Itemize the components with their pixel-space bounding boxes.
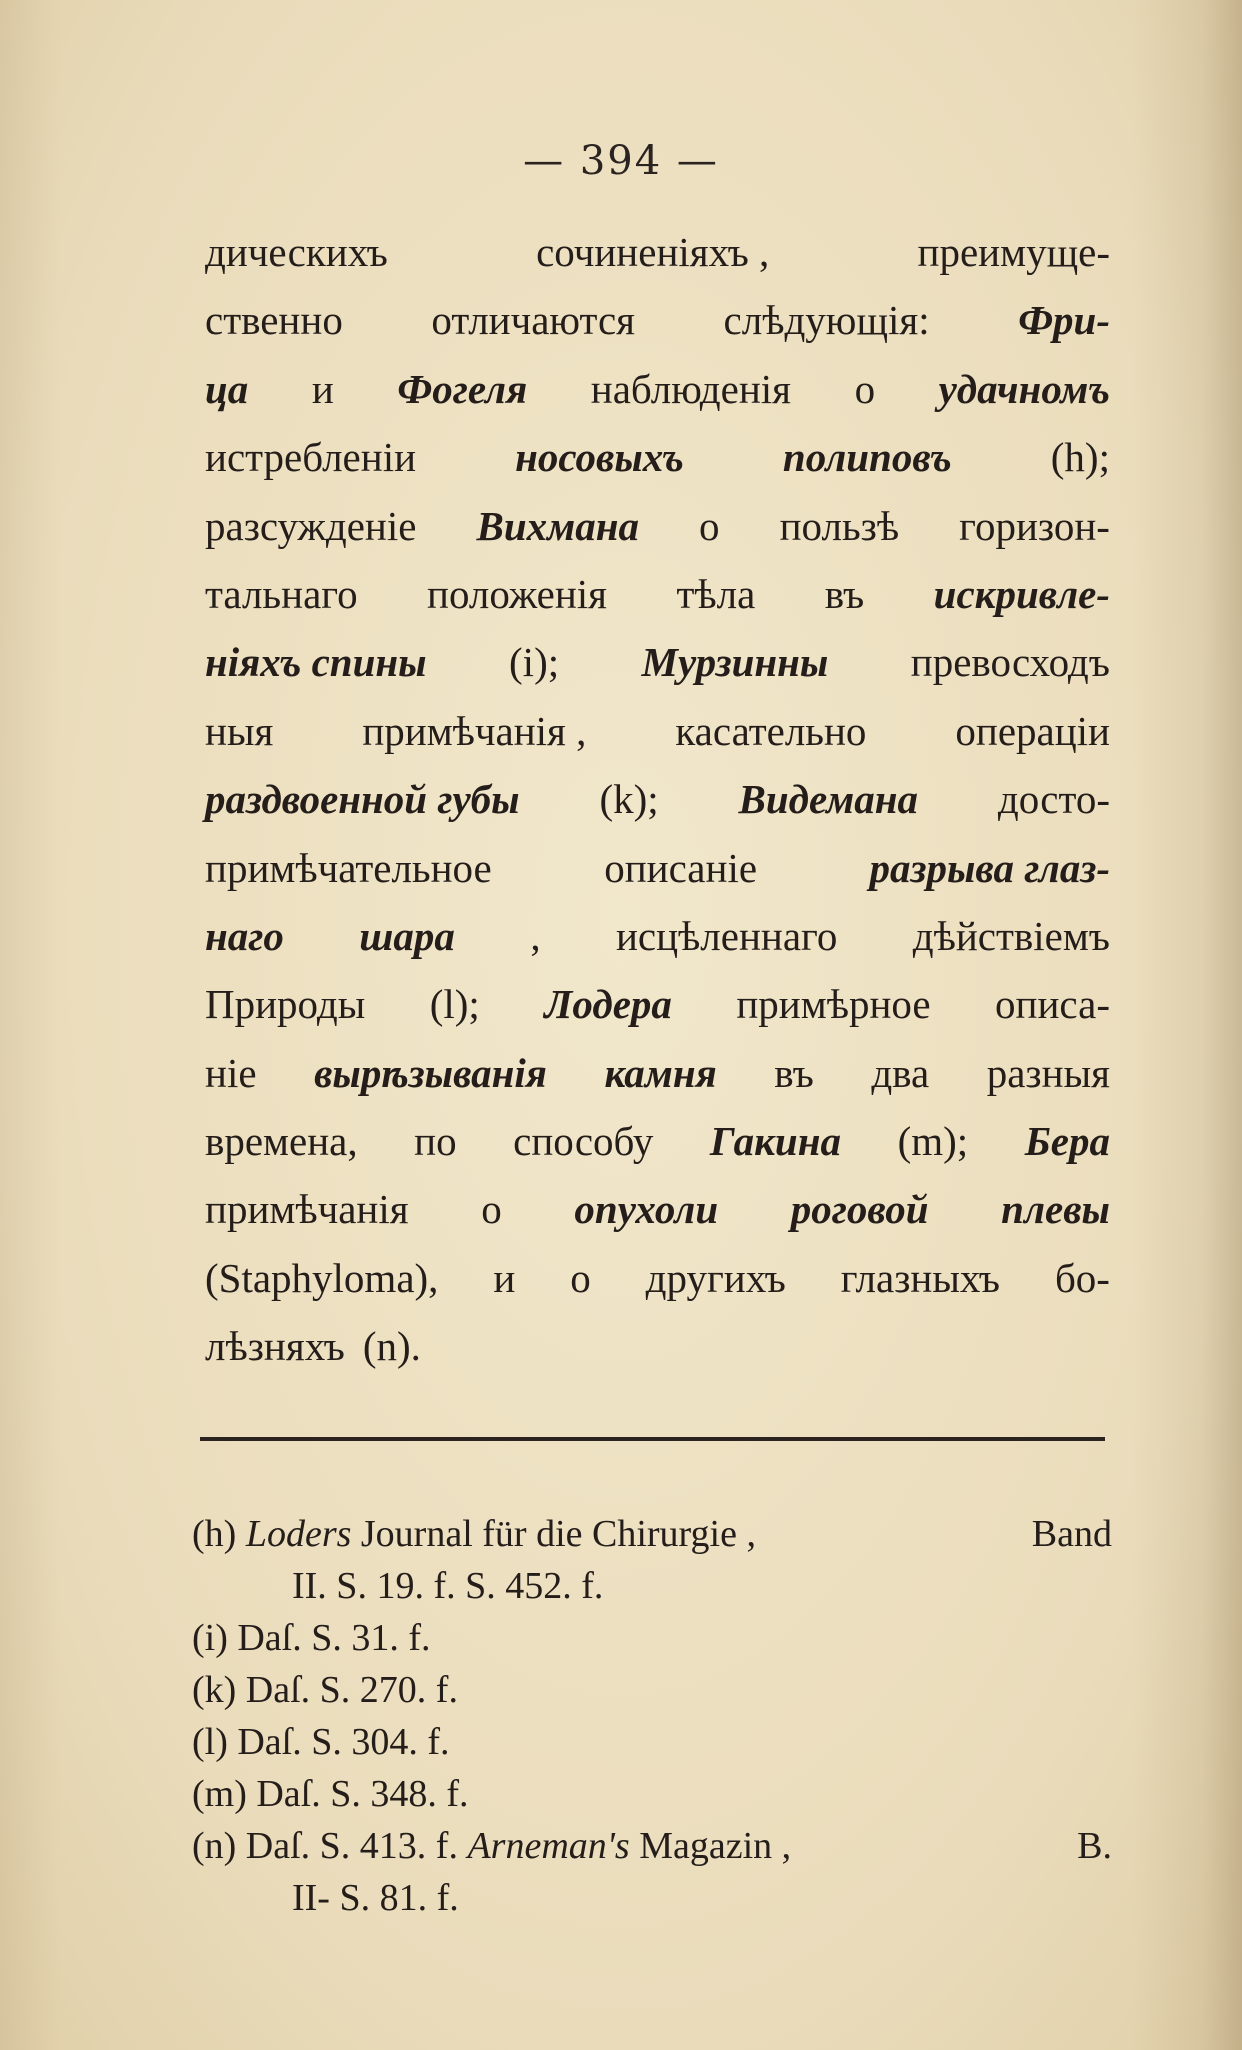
- word: описа-: [995, 981, 1110, 1028]
- word: ніяхъ спины: [205, 639, 427, 686]
- word: тѣла: [676, 570, 756, 617]
- text-line: [205, 1175, 1110, 1243]
- body-text: [205, 218, 1110, 1381]
- word: пользѣ: [779, 502, 900, 549]
- text-line: [205, 560, 1110, 628]
- text-line: [205, 1039, 1110, 1107]
- word: ныя: [205, 707, 274, 754]
- word: вырѣзыванія: [314, 1049, 547, 1096]
- footnote-n-b: B.: [1077, 1825, 1112, 1867]
- text-line: [205, 697, 1110, 765]
- word: горизон-: [959, 502, 1110, 549]
- word: (h);: [1050, 434, 1110, 481]
- word: примѣчательное: [205, 844, 492, 891]
- page-number: — 394 —: [523, 138, 719, 184]
- word: два: [871, 1049, 930, 1096]
- word: преимуще-: [917, 229, 1110, 275]
- word: носовыхъ: [515, 434, 684, 481]
- word: тальнаго: [205, 570, 358, 617]
- word: описаніе: [604, 844, 758, 891]
- text-line: [205, 218, 1110, 286]
- word: положенія: [427, 570, 608, 617]
- word: дическихъ: [205, 229, 388, 275]
- word: о: [854, 365, 876, 412]
- text-line: [205, 834, 1110, 902]
- word: ніе: [205, 1049, 257, 1096]
- word: (k);: [599, 776, 659, 823]
- word: по: [414, 1118, 457, 1165]
- word: касательно: [675, 707, 867, 754]
- word: Бера: [1024, 1118, 1110, 1165]
- footnote-h-text: (h) Loders Journal für die Chirurgie ,: [192, 1513, 756, 1555]
- word: Природы: [205, 981, 366, 1028]
- footnote-n-text: (n) Daſ. S. 413. f. Arneman's Magazin ,: [192, 1825, 792, 1867]
- text-line: [205, 286, 1110, 354]
- word: Мурзинны: [641, 639, 829, 686]
- word: (n).: [362, 1323, 421, 1370]
- text-line: [205, 765, 1110, 833]
- text-line: [205, 423, 1110, 491]
- word: удачномъ: [938, 365, 1110, 412]
- word: примѣчанія: [205, 1186, 409, 1233]
- word: о: [699, 502, 720, 549]
- word: искривле-: [933, 570, 1110, 617]
- word: времена,: [205, 1118, 358, 1165]
- footnote-h-continuation: II. S. 19. f. S. 452. f.: [292, 1565, 604, 1607]
- word: Фри-: [1018, 297, 1110, 344]
- word: разсужденіе: [205, 502, 417, 549]
- word: въ: [774, 1049, 814, 1096]
- word: наго: [205, 912, 284, 959]
- word: и: [311, 365, 334, 412]
- footnote-m: (m) Daſ. S. 348. f.: [192, 1773, 469, 1815]
- word: Лодера: [544, 981, 672, 1028]
- word: Гакина: [709, 1118, 841, 1165]
- word: примѣрное: [736, 981, 931, 1028]
- word: сочиненіяхъ ,: [536, 229, 770, 275]
- word: Фогеля: [397, 365, 528, 412]
- word: разрыва глаз-: [869, 844, 1110, 891]
- word: отличаются: [431, 297, 635, 344]
- word: въ: [824, 570, 865, 617]
- text-line: [205, 1312, 1110, 1380]
- word: (l);: [429, 981, 480, 1028]
- footnotes: [192, 1508, 1112, 1924]
- footnote-l: (l) Daſ. S. 304. f.: [192, 1721, 450, 1763]
- word: раздвоенной губы: [205, 776, 520, 823]
- word: истребленіи: [205, 434, 417, 481]
- word: разныя: [986, 1049, 1110, 1096]
- word: другихъ: [645, 1254, 786, 1301]
- footnote-h-band: Band: [1031, 1513, 1112, 1555]
- text-line: [205, 492, 1110, 560]
- word: исцѣленнаго: [615, 912, 838, 959]
- word: (m);: [897, 1118, 969, 1165]
- footnote-k: (k) Daſ. S. 270. f.: [192, 1669, 458, 1711]
- text-line: [205, 1244, 1110, 1312]
- word: лѣзняхъ: [205, 1323, 345, 1370]
- word: способу: [513, 1118, 654, 1165]
- word: бо-: [1054, 1254, 1110, 1301]
- footnote-n: [192, 1820, 1112, 1872]
- word: (i);: [509, 639, 560, 686]
- word: о: [570, 1254, 591, 1301]
- word: роговой: [790, 1186, 929, 1233]
- word: о: [481, 1186, 502, 1233]
- footnote-n-continuation: II- S. 81. f.: [292, 1877, 459, 1919]
- word: шара: [359, 912, 455, 959]
- word: ,: [530, 912, 541, 959]
- footnote-h: [192, 1508, 1112, 1560]
- word: слѣдующія:: [723, 297, 930, 344]
- word: примѣчанія ,: [362, 707, 587, 754]
- word: (Staphyloma),: [205, 1254, 439, 1301]
- word: плевы: [1001, 1186, 1110, 1233]
- footnote-i: (i) Daſ. S. 31. f.: [192, 1617, 431, 1659]
- word: операціи: [955, 707, 1110, 754]
- footnote-separator-rule: [200, 1437, 1105, 1441]
- word: превосходъ: [910, 639, 1110, 686]
- text-line: [205, 902, 1110, 970]
- word: наблюденія: [590, 365, 792, 412]
- word: ца: [205, 365, 249, 412]
- word: дѣйствіемъ: [912, 912, 1110, 959]
- word: опухоли: [574, 1186, 719, 1233]
- word: ственно: [205, 297, 343, 344]
- text-line: [205, 355, 1110, 423]
- text-line: [205, 970, 1110, 1038]
- text-line: [205, 1107, 1110, 1175]
- word: досто-: [997, 776, 1110, 823]
- text-line: [205, 628, 1110, 696]
- word: глазныхъ: [840, 1254, 1001, 1301]
- word: Вихмана: [476, 502, 639, 549]
- word: камня: [604, 1049, 717, 1096]
- word: полиповъ: [782, 434, 952, 481]
- word: и: [493, 1254, 516, 1301]
- word: Видемана: [738, 776, 919, 823]
